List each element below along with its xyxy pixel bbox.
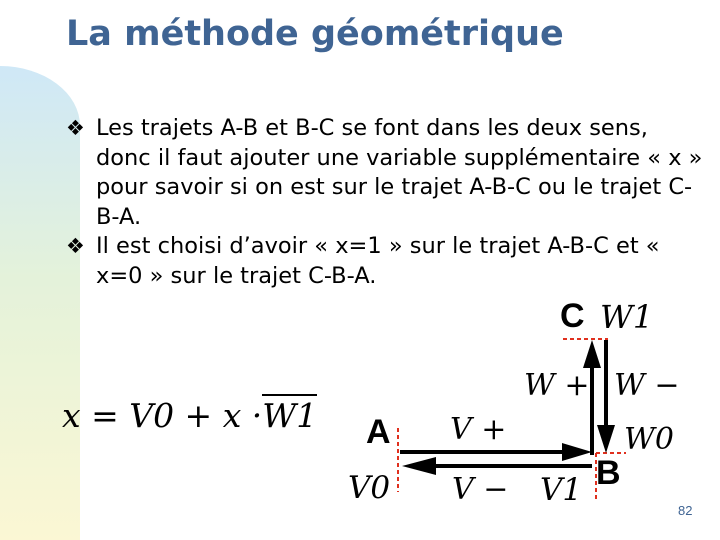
arrow-right-head — [562, 443, 592, 461]
label-w-plus: W + — [524, 368, 590, 403]
arrow-up-head — [583, 340, 601, 368]
diamond-bullet-icon: ❖ — [66, 234, 85, 258]
label-v-plus: V + — [450, 412, 507, 447]
page-number: 82 — [678, 503, 693, 518]
bullet-text: Il est choisi d’avoir « x=1 » sur le trajet A-B-C et « x=0 » sur le trajet C-B-A. — [96, 233, 660, 289]
label-a-var: V0 — [348, 470, 391, 506]
label-w-minus: W − — [614, 368, 680, 403]
node-c-label: C — [560, 297, 585, 335]
label-b-w0: W0 — [624, 422, 674, 457]
label-v-minus: V − — [452, 472, 509, 507]
node-a-label: A — [366, 413, 391, 451]
label-b-var: V1 — [540, 472, 583, 508]
slide-title: La méthode géométrique — [66, 14, 564, 54]
formula-overlined-term: W1 — [262, 396, 318, 435]
bullet-text: Les trajets A-B et B-C se font dans les deux sens, donc il faut ajouter une variable supplémentaire « x » pour savoir si on est sur le trajet A-B-C ou le trajet C-B-A. — [96, 115, 703, 230]
diamond-bullet-icon: ❖ — [66, 116, 85, 140]
node-b-label: B — [596, 454, 621, 492]
arrow-left-head — [402, 457, 436, 475]
arrow-down-head — [597, 425, 615, 453]
formula-lhs: x = V0 + x · — [62, 396, 263, 435]
label-c-var: W1 — [600, 298, 654, 336]
